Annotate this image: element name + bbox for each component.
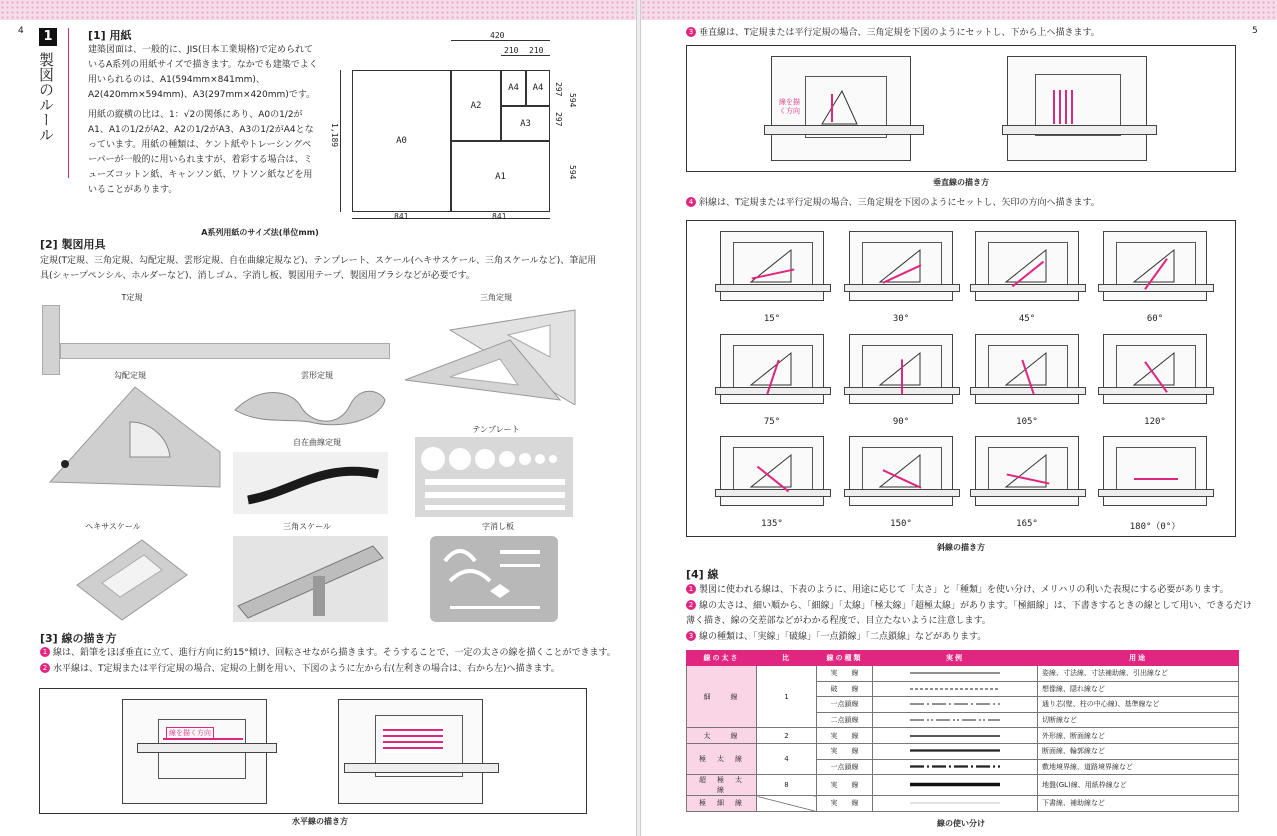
item-3 bbox=[686, 26, 1246, 41]
section-4-item-3 bbox=[686, 630, 1246, 645]
diagonal-line-diagram bbox=[686, 220, 1236, 537]
header-cell: 実例 bbox=[873, 651, 1038, 666]
angle-arrow bbox=[721, 335, 825, 405]
angle-board bbox=[1103, 334, 1207, 404]
section-2-text: 定規(T定規、三角定規、勾配定規、雲形定規、自在曲線定規など)、テンプレート、スケール(ヘキサスケール、三角スケールなど)、筆記用具(シャープペンシル、ホルダーなど)、消しゴム、字消し板、製図用テープ、製図用ブラシなどが必要です。 bbox=[40, 256, 597, 281]
label-eraser-shield: 字消し板 bbox=[482, 522, 514, 531]
dim-420: 420 bbox=[490, 31, 505, 40]
section-4-item-3-text: 線の種類は、「実線」「破線」「一点鎖線」「二点鎖線」などがあります。 bbox=[699, 632, 987, 642]
label-hexa-scale: ヘキサスケール bbox=[85, 522, 141, 531]
example-cell bbox=[873, 712, 1038, 728]
item-4 bbox=[686, 196, 1246, 211]
angle-arrow bbox=[1104, 335, 1208, 405]
angle-arrow bbox=[721, 437, 825, 507]
section-2-heading: [2] 製図用具 bbox=[40, 238, 106, 251]
parallel-ruler-v2 bbox=[1002, 125, 1157, 135]
vertical-line-diagram bbox=[686, 45, 1236, 172]
thickness-cell: 極 細 線 bbox=[687, 796, 757, 812]
use-cell: 想像線、隠れ線など bbox=[1038, 681, 1239, 697]
type-cell: 実 線 bbox=[817, 743, 873, 759]
item-3-text: 垂直線は、T定規または平行定規の場合、三角定規を下図のようにセットし、下から上へ描きます。 bbox=[699, 28, 1100, 38]
angle-label: 120° bbox=[1144, 417, 1166, 427]
diagonal-line-caption: 斜線の描き方 bbox=[937, 543, 985, 552]
number-badge: 1 bbox=[686, 584, 696, 594]
example-cell bbox=[873, 728, 1038, 744]
example-cell bbox=[873, 796, 1038, 812]
thickness-cell: 細 線 bbox=[687, 666, 757, 728]
angle-board bbox=[975, 231, 1079, 301]
table-row bbox=[687, 743, 1239, 759]
use-cell: 姿線、寸法線、寸法補助線、引出線など bbox=[1038, 666, 1239, 682]
section-4-heading: [4] 線 bbox=[686, 568, 719, 581]
size-a3: A3 bbox=[501, 106, 550, 141]
chapter-number: 1 bbox=[39, 28, 57, 46]
chapter-divider bbox=[68, 28, 69, 178]
angle-label: 165° bbox=[1016, 519, 1038, 529]
table-row bbox=[687, 728, 1239, 744]
type-cell: 一点鎖線 bbox=[817, 697, 873, 713]
table-row bbox=[687, 666, 1239, 682]
page-number-left: 4 bbox=[18, 26, 24, 36]
size-a0: A0 bbox=[352, 70, 451, 212]
label-slope: 勾配定規 bbox=[114, 371, 146, 380]
vertical-line-caption: 垂直線の描き方 bbox=[933, 178, 989, 187]
header-cell: 用途 bbox=[1038, 651, 1239, 666]
use-cell: 敷地境界線、道路境界線など bbox=[1038, 759, 1239, 775]
use-cell: 断面線、輪郭線など bbox=[1038, 743, 1239, 759]
eraser-shield-photo bbox=[430, 536, 558, 622]
header-cell: 線の太さ bbox=[687, 651, 757, 666]
angle-arrow bbox=[850, 437, 954, 507]
section-4-item-1 bbox=[686, 583, 1246, 598]
parallel-ruler-v1 bbox=[764, 125, 924, 135]
angle-label: 75° bbox=[763, 417, 781, 427]
section-1-para-1: 建築図面は、一般的に、JIS(日本工業規格)で定められているA系列の用紙サイズで描きます。なかでも建築でよく用いられるのは、A1(594mm×841mm)、A2(420mm×594mm)、A3(297mm×420mm)です。 bbox=[88, 45, 318, 100]
example-cell bbox=[873, 775, 1038, 796]
angle-arrow bbox=[976, 335, 1080, 405]
drawn-lines bbox=[383, 725, 443, 753]
angle-arrow bbox=[976, 437, 1080, 507]
dim-841a: 841 bbox=[394, 212, 409, 221]
angle-label: 60° bbox=[1146, 314, 1164, 324]
use-cell: 外形線、断面線など bbox=[1038, 728, 1239, 744]
angle-label: 15° bbox=[763, 314, 781, 324]
section-4-item-2-text: 線の太さは、細い順から、「細線」「太線」「極太線」「超極太線」があります。「極細線」は、下書きするときの線として用い、できるだけ薄く描き、線の交差部などがわかる程度で、目立たないように注意します。 bbox=[686, 601, 1252, 626]
label-t-ruler: T定規 bbox=[121, 293, 143, 302]
header-cell: 比 bbox=[757, 651, 817, 666]
slope-ruler-photo bbox=[40, 382, 225, 492]
label-flex-curve: 自在曲線定規 bbox=[293, 438, 341, 447]
angle-board bbox=[720, 231, 824, 301]
size-a2: A2 bbox=[451, 70, 501, 141]
section-1-heading: [1] 用紙 bbox=[88, 29, 132, 42]
table-row bbox=[687, 796, 1239, 812]
ratio-cell-empty bbox=[757, 796, 817, 812]
parallel-ruler bbox=[137, 743, 277, 753]
angle-arrow bbox=[850, 232, 954, 302]
triangle-photo bbox=[400, 305, 580, 405]
chapter-title: 製図のルール bbox=[37, 52, 55, 142]
line-usage-table bbox=[686, 650, 1239, 812]
number-badge: 2 bbox=[686, 600, 696, 610]
table-header-row bbox=[687, 651, 1239, 666]
angle-board bbox=[849, 436, 953, 506]
example-cell bbox=[873, 666, 1038, 682]
angle-arrow bbox=[1104, 437, 1208, 507]
ratio-cell: 8 bbox=[757, 775, 817, 796]
tri-scale-photo bbox=[233, 536, 388, 622]
type-cell: 一点鎖線 bbox=[817, 759, 873, 775]
section-3-item-1-text: 線は、鉛筆をほぼ垂直に立て、進行方向に約15°傾け、回転させながら描きます。そうすることで、一定の太さの線を描くことができます。 bbox=[53, 648, 616, 658]
type-cell: 実 線 bbox=[817, 775, 873, 796]
angle-arrow bbox=[850, 335, 954, 405]
label-tri-scale: 三角スケール bbox=[283, 522, 331, 531]
example-cell bbox=[873, 759, 1038, 775]
dim-210b: 210 bbox=[529, 46, 544, 55]
section-3-item-1 bbox=[40, 646, 620, 661]
top-band-left bbox=[0, 0, 636, 20]
angle-board bbox=[849, 231, 953, 301]
page-spine bbox=[636, 0, 641, 836]
use-cell: 下書線、補助線など bbox=[1038, 796, 1239, 812]
example-cell bbox=[873, 743, 1038, 759]
parallel-ruler-2 bbox=[344, 763, 499, 773]
section-3-heading: [3] 線の描き方 bbox=[40, 632, 117, 645]
page-number-right: 5 bbox=[1252, 26, 1258, 36]
t-ruler-photo bbox=[40, 305, 395, 375]
ratio-cell: 4 bbox=[757, 743, 817, 774]
thickness-cell: 太 線 bbox=[687, 728, 757, 744]
number-badge: 2 bbox=[40, 663, 50, 673]
type-cell: 実 線 bbox=[817, 728, 873, 744]
angle-label: 105° bbox=[1016, 417, 1038, 427]
angle-board bbox=[1103, 436, 1207, 506]
section-1-para-2: 用紙の縦横の比は、1：√2の関係にあり、A0の1/2がA1、A1の1/2がA2、A2の1/2がA3、A3の1/2がA4となっています。用紙の種類は、ケント紙やトレーシングペーパーが一般的に用いられますが、着彩する場合は、ミューズコットン紙、キャンソン紙、ワトソン紙などを用いることがあります。 bbox=[88, 110, 314, 195]
angle-board bbox=[1103, 231, 1207, 301]
line-usage-caption: 線の使い分け bbox=[937, 819, 985, 828]
top-band-right bbox=[641, 0, 1277, 20]
table-row bbox=[687, 775, 1239, 796]
size-a4-second: A4 bbox=[526, 70, 550, 106]
number-badge: 4 bbox=[686, 197, 696, 207]
dim-297a: 297 bbox=[554, 112, 563, 127]
example-cell bbox=[873, 681, 1038, 697]
section-3-item-2-text: 水平線は、T定規または平行定規の場合、定規の上側を用い、下図のように左から右(左利きの場合は、右から左)へ描きます。 bbox=[53, 664, 560, 674]
draw-direction-label: 線を描く方向 bbox=[166, 727, 214, 739]
section-4-item-2 bbox=[686, 599, 1252, 629]
angle-label: 45° bbox=[1018, 314, 1036, 324]
dim-297b: 297 bbox=[554, 82, 563, 97]
horizontal-line-diagram bbox=[39, 688, 587, 814]
number-badge: 1 bbox=[40, 647, 50, 657]
angle-label: 180°（0°） bbox=[1129, 522, 1181, 532]
use-cell: 切断線など bbox=[1038, 712, 1239, 728]
dim-1189: 1,189 bbox=[330, 123, 339, 148]
angle-board bbox=[849, 334, 953, 404]
section-3-item-2 bbox=[40, 662, 620, 677]
dim-594a: 594 bbox=[568, 93, 577, 108]
number-badge: 3 bbox=[686, 27, 696, 37]
angle-label: 90° bbox=[892, 417, 910, 427]
section-4-item-1-text: 製図に使われる線は、下表のように、用途に応じて「太さ」と「種類」を使い分け、メリハリの利いた表現にする必要があります。 bbox=[699, 585, 1229, 595]
angle-label: 30° bbox=[892, 314, 910, 324]
angle-arrow bbox=[721, 232, 825, 302]
dim-210a: 210 bbox=[504, 46, 519, 55]
french-curve-photo bbox=[230, 380, 390, 430]
type-cell: 実 線 bbox=[817, 666, 873, 682]
type-cell: 二点鎖線 bbox=[817, 712, 873, 728]
angle-label: 135° bbox=[761, 519, 783, 529]
angle-arrow bbox=[1104, 232, 1208, 302]
ratio-cell: 1 bbox=[757, 666, 817, 728]
angle-board bbox=[720, 436, 824, 506]
use-cell: 地盤(GL)線、用紙枠線など bbox=[1038, 775, 1239, 796]
paper-size-diagram bbox=[330, 28, 590, 228]
type-cell: 破 線 bbox=[817, 681, 873, 697]
angle-board bbox=[975, 334, 1079, 404]
paper-size-caption: A系列用紙のサイズ法(単位mm) bbox=[201, 228, 319, 237]
example-cell bbox=[873, 697, 1038, 713]
angle-arrow bbox=[976, 232, 1080, 302]
thickness-cell: 超 極 太 線 bbox=[687, 775, 757, 796]
dim-594b: 594 bbox=[568, 165, 577, 180]
flex-curve-photo bbox=[233, 452, 388, 514]
thickness-cell: 極 太 線 bbox=[687, 743, 757, 774]
dim-841b: 841 bbox=[492, 212, 507, 221]
header-cell: 線の種類 bbox=[817, 651, 873, 666]
vertical-drawn-lines bbox=[1049, 90, 1077, 124]
use-cell: 通り芯(壁、柱の中心線)、基準線など bbox=[1038, 697, 1239, 713]
label-triangle: 三角定規 bbox=[480, 293, 512, 302]
draw-direction-arrow bbox=[163, 738, 243, 740]
label-template: テンプレート bbox=[472, 425, 520, 434]
size-a1: A1 bbox=[451, 141, 550, 212]
label-french-curve: 雲形定規 bbox=[301, 371, 333, 380]
angle-board bbox=[720, 334, 824, 404]
ratio-cell: 2 bbox=[757, 728, 817, 744]
number-badge: 3 bbox=[686, 631, 696, 641]
angle-label: 150° bbox=[890, 519, 912, 529]
item-4-text: 斜線は、T定規または平行定規の場合、三角定規を下図のようにセットし、矢印の方向へ描きます。 bbox=[699, 198, 1100, 208]
horizontal-line-caption: 水平線の描き方 bbox=[292, 817, 348, 826]
template-photo bbox=[415, 437, 573, 517]
angle-board bbox=[975, 436, 1079, 506]
size-a4: A4 bbox=[501, 70, 526, 106]
hexa-scale-photo bbox=[72, 535, 192, 623]
vertical-draw-label: 線を描く方向 bbox=[779, 98, 800, 115]
type-cell: 実 線 bbox=[817, 796, 873, 812]
